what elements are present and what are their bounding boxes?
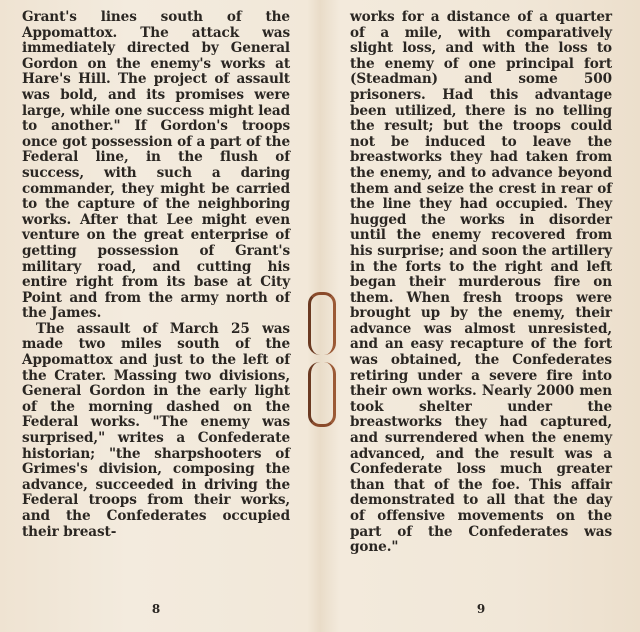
right-page-number: 9 — [476, 602, 486, 616]
left-page — [22, 10, 290, 622]
staple-top — [308, 292, 336, 355]
right-page-text — [350, 10, 612, 556]
left-page-text — [22, 10, 290, 540]
left-paragraph-1: Grant's lines south of the Appomattox. The attack was immediately directed by General Gordon on the enemy's works at Hare's Hill. The project of assault was bold, and its promises were large, while one success might lead to another." If Gordon's troops once got possession of a part of the Federal line, in the flush of success, with such a daring commander, they might be carried to the capture of the neighboring works. After that Lee might even venture on the great enterprise of getting possession of Grant's military road, and cutting his entire right from its base at City Point and from the army north of the James. — [22, 9, 290, 322]
left-paragraph-2: The assault of March 25 was made two miles south of the Appomattox and just to the left of the Crater. Massing two divisions, General Gordon in the early light of the morning dashed on the Federal works. "The enemy was surprised," writes a Confederate historian; "the sharpshooters of Grimes's division, composing the advance, succeeded in driving the Federal troops from their works, and the Confederates occupied their breast- — [22, 320, 290, 540]
left-page-number: 8 — [151, 602, 161, 616]
staple-bottom — [308, 362, 336, 427]
right-paragraph-1: works for a distance of a quarter of a mile, with comparatively slight loss, and with the loss to the enemy of one principal fort (Steadman) and some 500 prisoners. Had this advantage been utilized, there is no telling the result; but the troops could not be induced to leave the breastworks they had taken from the enemy, and to advance beyond them and seize the crest in rear of the line they had occupied. They hugged the works in disorder until the enemy recovered from his surprise; and soon the artillery in the forts to the right and left began their murderous fire on them. When fresh troops were brought up by the enemy, their advance was almost unresisted, and an easy recapture of the fort was obtained, the Confederates retiring under a severe fire into their own works. Nearly 2000 men took shelter under the breastworks they had captured, and surrendered when the enemy advanced, and the result was a Confederate loss much greater than that of the foe. This affair demonstrated to all that the day of offensive movements on the part of the Confederates was gone." — [350, 9, 612, 556]
right-page — [350, 10, 612, 622]
